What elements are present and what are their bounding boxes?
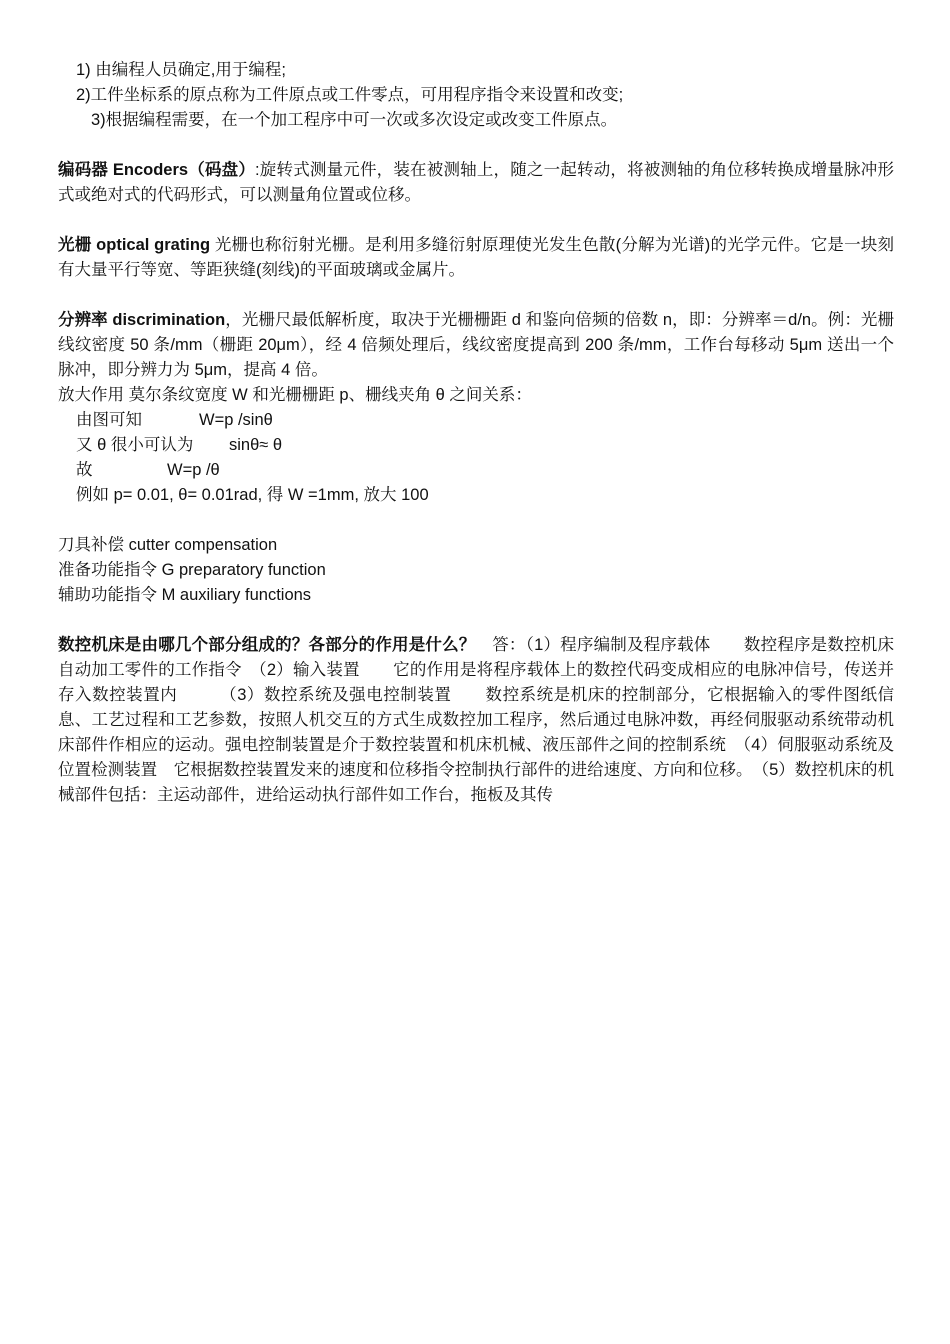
encoder-term: 编码器 Encoders（码盘） [58,161,256,179]
document-page [58,58,894,808]
qa-paragraph [58,633,894,808]
grating-text: 光栅也称衍射光栅。是利用多缝衍射原理使光发生色散(分解为光谱)的光学元件。它是一块刻有大量平行等宽、等距狭缝(刻线)的平面玻璃或金属片。 [58,236,894,279]
formula-label: 由图可知 [76,411,142,429]
qa-question: 数控机床是由哪几个部分组成的？各部分的作用是什么？ [58,636,476,654]
formula-value: sinθ≈ θ [229,436,283,454]
formula-line-3 [58,458,894,483]
magnify-example: 例如 p= 0.01, θ= 0.01rad, 得 W =1mm, 放大 100 [76,486,429,504]
origin-item-3: 3)根据编程需要，在一个加工程序中可一次或多次设定或改变工件原点。 [91,111,618,129]
grating-paragraph [58,233,894,283]
term-preparatory-function: 准备功能指令 G preparatory function [58,561,326,579]
grating-term: 光栅 optical grating [58,236,211,254]
resolution-term: 分辨率 discrimination [58,311,226,329]
formula-line-2 [58,433,894,458]
formula-value: W=p /θ [167,461,220,479]
term-auxiliary-function: 辅助功能指令 M auxiliary functions [58,586,312,604]
origin-item-1: 1) 由编程人员确定,用于编程; [76,61,286,79]
formula-value: W=p /sinθ [199,411,273,429]
resolution-text: ，光栅尺最低解析度，取决于光栅栅距 d 和鉴向倍频的倍数 n，即：分辨率＝d/n。例：光栅线纹密度 50 条/mm（栅距 20μm），经 4 倍频处理后，线纹密度提高到 200 条/mm，工作台每移动 5μm 送出一个脉冲，即分辨力为 5μm，提高 4 倍。 [58,311,894,379]
formula-line-1 [58,408,894,433]
origin-item-2: 2)工件坐标系的原点称为工件原点或工件零点，可用程序指令来设置和改变; [76,86,624,104]
formula-label: 故 [76,461,93,479]
term-cutter-compensation: 刀具补偿 cutter compensation [58,536,278,554]
qa-answer: 答：（1）程序编制及程序载体 数控程序是数控机床自动加工零件的工作指令 （2）输入装置 它的作用是将程序载体上的数控代码变成相应的电脉冲信号，传送并存入数控装置内 （3）数控系统及强电控制装置 数控系统是机床的控制部分，它根据输入的零件图纸信息、工艺过程和工艺参数，按照人机交互的方式生成数控加工程序，然后通过电脉冲数，再经伺服驱动系统带动机床部件作相应的运动。强电控制装置是介于数控装置和机床机械、液压部件之间的控制系统 （4）伺服驱动系统及位置检测装置 它根据数控装置发来的速度和位移指令控制执行部件的进给速度、方向和位移。 （5）数控机床的机械部件包括：主运动部件，进给运动执行部件如工作台，拖板及其传 [58,636,894,804]
magnify-heading: 放大作用 莫尔条纹宽度 W 和光栅栅距 p、栅线夹角 θ 之间关系： [58,386,532,404]
encoder-text: :旋转式测量元件，装在被测轴上，随之一起转动，将被测轴的角位移转换成增量脉冲形式或绝对式的代码形式，可以测量角位置或位移。 [58,161,894,204]
formula-label: 又 θ 很小可认为 [76,436,194,454]
encoder-paragraph [58,158,894,208]
resolution-paragraph [58,308,894,383]
